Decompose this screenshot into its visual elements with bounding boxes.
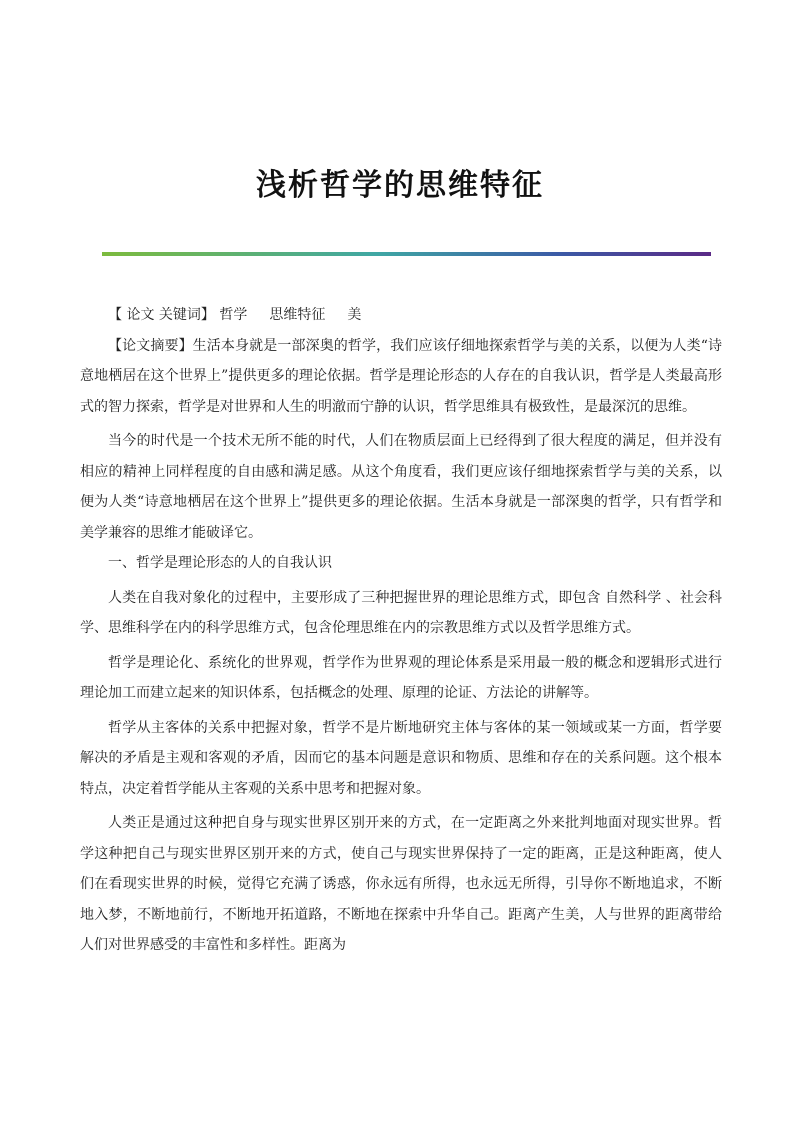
keyword: 美 bbox=[347, 307, 362, 323]
section-heading: 一、哲学是理论形态的人的自我认识 bbox=[108, 555, 332, 571]
body-paragraph: 哲学是理论化、系统化的世界观，哲学作为世界观的理论体系是采用最一般的概念和逻辑形式进行理论加工而建立起来的知识体系，包括概念的处理、原理的论证、方法论的讲解等。 bbox=[80, 654, 722, 701]
document-title: 浅析哲学的思维特征 bbox=[256, 168, 544, 203]
body-paragraph: 当今的时代是一个技术无所不能的时代，人们在物质层面上已经得到了很大程度的满足，但并没有相应的精神上同样程度的自由感和满足感。从这个角度看，我们更应该仔细地探索哲学与美的关系，以便为人类“诗意地栖居在这个世界上”提供更多的理论依据。生活本身就是一部深奥的哲学，只有哲学和美学兼容的思维才能破译它。 bbox=[80, 433, 722, 541]
body-paragraph: 人类在自我对象化的过程中，主要形成了三种把握世界的理论思维方式，即包含 自然科学 、社会科学、思维科学在内的科学思维方式，包含伦理思维在内的宗教思维方式以及哲学思维方式。 bbox=[80, 589, 722, 636]
keyword: 思维特征 bbox=[269, 307, 326, 323]
title-divider bbox=[102, 252, 711, 256]
body-paragraph: 人类正是通过这种把自身与现实世界区别开来的方式，在一定距离之外来批判地面对现实世界。哲学这种把自己与现实世界区别开来的方式，使自己与现实世界保持了一定的距离，正是这种距离，使人们在看现实世界的时候，觉得它充满了诱惑，你永远有所得，也永远无所得，引导你不断地追求，不断地入梦，不断地前行，不断地开拓道路，不断地在探索中升华自己。距离产生美，人与世界的距离带给人们对世界感受的丰富性和多样性。距离为 bbox=[80, 815, 722, 953]
body-paragraph: 哲学从主客体的关系中把握对象，哲学不是片断地研究主体与客体的某一领域或某一方面，哲学要解决的矛盾是主观和客观的矛盾，因而它的基本问题是意识和物质、思维和存在的关系问题。这个根本特点，决定着哲学能从主客观的关系中思考和把握对象。 bbox=[80, 719, 722, 797]
document-body bbox=[80, 300, 722, 961]
keywords-line bbox=[80, 300, 722, 331]
abstract-paragraph: 【论文摘要】生活本身就是一部深奥的哲学，我们应该仔细地探索哲学与美的关系，以便为人类“诗意地栖居在这个世界上”提供更多的理论依据。哲学是理论形态的人存在的自我认识，哲学是人类最高形式的智力探索，哲学是对世界和人生的明澈而宁静的认识，哲学思维具有极致性，是最深沉的思维。 bbox=[80, 337, 722, 415]
keywords-label: 【 论文 关键词】 bbox=[108, 307, 215, 323]
keyword: 哲学 bbox=[219, 307, 248, 323]
